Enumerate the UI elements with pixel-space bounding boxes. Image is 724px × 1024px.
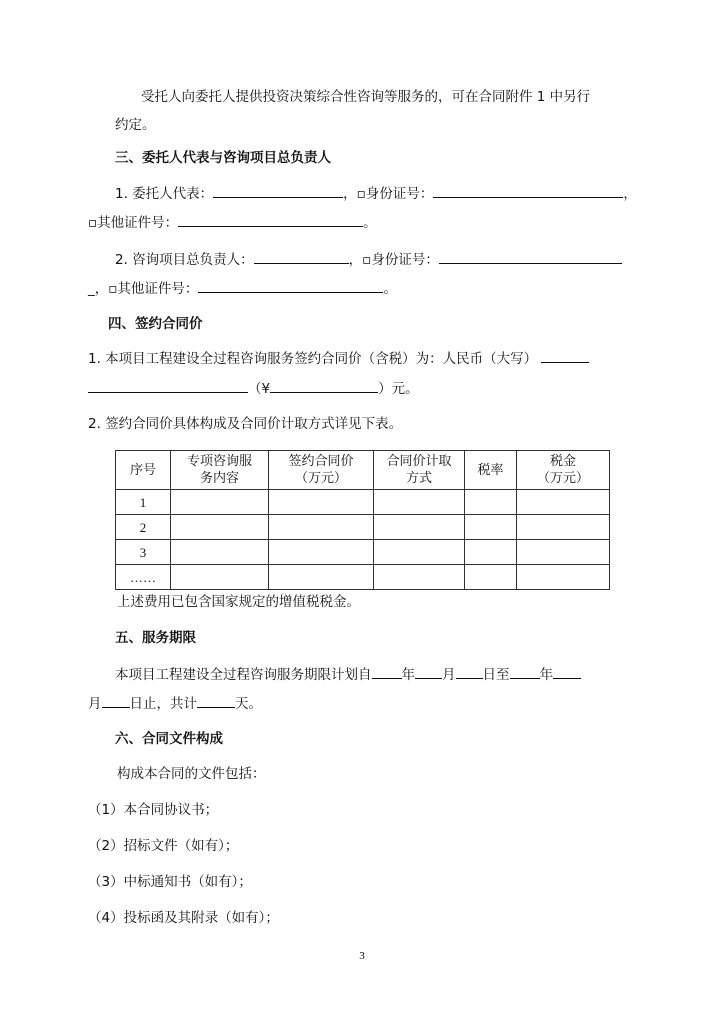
table-header-row: [116, 451, 610, 490]
period-line: 本项目工程建设全过程咨询服务期限计划自 年 月 日至 年: [115, 665, 581, 684]
list-item: （2）招标文件（如有）；: [88, 838, 239, 854]
table-header: 税金 （万元）: [517, 451, 610, 490]
list-item: （3）中标通知书（如有）；: [88, 874, 252, 890]
table-header: 签约合同价 （万元）: [269, 451, 374, 490]
row-number: ……: [116, 565, 171, 590]
price-line: 2. 签约合同价具体构成及合同价计取方式详见下表。: [88, 416, 403, 432]
row-number: 1: [116, 490, 171, 515]
price-line: （¥ ）元。: [88, 379, 419, 398]
row-number: 3: [116, 540, 171, 565]
price-line: 1. 本项目工程建设全过程咨询服务签约合同价（含税）为：人民币（大写）: [88, 349, 589, 368]
table-row: [116, 565, 610, 590]
docs-intro: 构成本合同的文件包括：: [117, 766, 266, 782]
table-note: 上述费用已包含国家规定的增值税税金。: [117, 594, 360, 610]
table-row: [116, 540, 610, 565]
client-rep-line: ▫其他证件号： 。: [88, 215, 377, 231]
page-number: 3: [359, 950, 365, 962]
client-rep-line: 1. 委托人代表： ，▫身份证号： ，: [115, 186, 637, 202]
period-line: 月 日止，共计 天。: [88, 696, 262, 712]
price-table: [115, 450, 610, 590]
project-lead-line: _，▫其他证件号： 。: [88, 281, 397, 297]
table-header: 序号: [116, 451, 171, 490]
project-lead-line: 2. 咨询项目总负责人： ，▫身份证号：: [115, 250, 622, 269]
intro-line: 约定。: [115, 117, 156, 133]
table-row: [116, 515, 610, 540]
table-header: 合同价计取 方式: [374, 451, 465, 490]
list-item: （4）投标函及其附录（如有）；: [88, 910, 279, 926]
section-heading: 五、服务期限: [115, 630, 196, 646]
table-row: [116, 490, 610, 515]
table-header: 税率: [465, 451, 517, 490]
list-item: （1）本合同协议书；: [88, 802, 219, 818]
section-heading: 六、合同文件构成: [115, 731, 223, 747]
table-header: 专项咨询服 务内容: [171, 451, 269, 490]
section-heading: 四、签约合同价: [108, 316, 203, 332]
section-heading: 三、委托人代表与咨询项目总负责人: [115, 150, 331, 166]
row-number: 2: [116, 515, 171, 540]
intro-line: 受托人向委托人提供投资决策综合性咨询等服务的，可在合同附件 1 中另行: [141, 89, 591, 105]
